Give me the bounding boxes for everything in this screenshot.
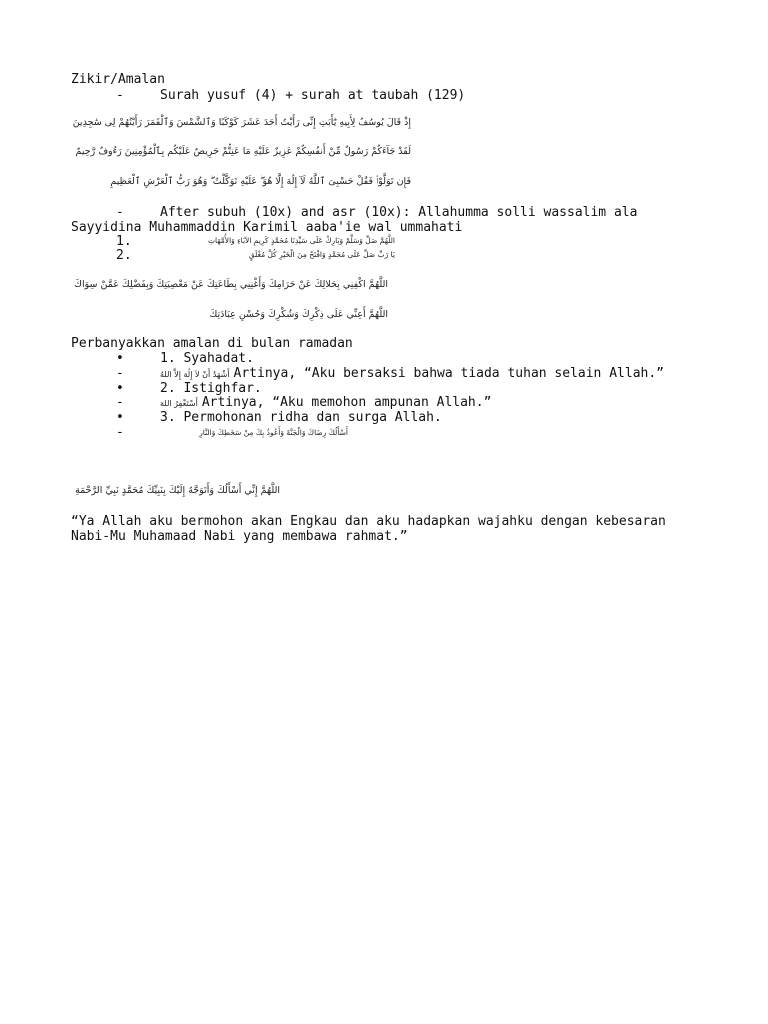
syahadat-item: 1. Syahadat. [160, 351, 254, 366]
dash-marker: - [116, 205, 124, 220]
istighfar-arabic: أَسْتَغْفِرُ اللهَ [160, 399, 198, 408]
numbered-marker: 2. [116, 248, 132, 263]
istighfar-row [160, 395, 491, 411]
syahadat-row [160, 366, 664, 382]
ridha-arabic: أَسْأَلُكَ رِضَاكَ وَالْجَنَّةَ وَأَعُوذُ بِكَ مِنْ سَخَطِكَ وَالنَّارِ [199, 428, 348, 437]
dash-marker: - [116, 366, 124, 381]
dua-kifayah: اللَّهُمَّ اكْفِنِي بِحَلالِكَ عَنْ حَرَامِكَ وَأَغْنِنِي بِطَاعَتِكَ عَنْ مَعْصِيَتِكَ وَبِفَضْلِكَ عَمَّنْ سِوَاكَ [74, 279, 388, 290]
selawat-arabic-1: اللَّهُمَّ صَلِّ وَسَلِّمْ وَبَارِكْ عَلَى سَيِّدِنَا مُحَمَّدٍ كَرِيمِ الآبَاءِ وَالأُمَّهَاتِ [207, 236, 395, 245]
bullet-marker: • [116, 381, 124, 396]
heading-zikir-amalan: Zikir/Amalan [71, 72, 165, 87]
verse-yusuf-4: إِذْ قَالَ يُوسُفُ لِأَبِيهِ يَٰٓأَبَتِ إِنِّى رَأَيْتُ أَحَدَ عَشَرَ كَوْكَبًا وَٱلشَّمْسَ وَٱلْقَمَرَ رَأَيْتُهُمْ لِى سَٰجِدِينَ [72, 117, 411, 128]
ramadan-heading: Perbanyakkan amalan di bulan ramadan [71, 336, 353, 351]
selawat-arabic-2: يَا رَبِّ صَلِّ عَلَى مُحَمَّدٍ وَافْتَحْ مِنَ الْخَيْرِ كُلَّ مُغْلَقٍ [248, 250, 395, 259]
closing-translation: “Ya Allah aku bermohon akan Engkau dan aku hadapkan wajahku dengan kebesaran Nabi-Mu Muhamaad Nabi yang membawa rahmat.” [71, 514, 666, 544]
istighfar-translation: Artinya, “Aku memohon ampunan Allah.” [201, 395, 492, 410]
bullet-marker: • [116, 410, 124, 425]
syahadat-translation: Artinya, “Aku bersaksi bahwa tiada tuhan selain Allah.” [233, 366, 664, 381]
syahadat-arabic: أَشْهَدُ أَنْ لاَ إِلَٰهَ إِلاَّ اللهُ [160, 370, 230, 379]
numbered-marker: 1. [116, 234, 132, 249]
dash-marker: - [116, 425, 124, 440]
dash-marker: - [116, 88, 124, 103]
bullet-marker: • [116, 351, 124, 366]
verse-taubah-129: فَإِن تَوَلَّوْا۟ فَقُلْ حَسْبِىَ ٱللَّهُ لَآ إِلَٰهَ إِلَّا هُوَ ۖ عَلَيْهِ تَوَكَّلْتُ ۖ وَهُوَ رَبُّ ٱلْعَرْشِ ٱلْعَظِيمِ [110, 176, 411, 187]
selawat-instruction: After subuh (10x) and asr (10x): Allahumma solli wassalim ala Sayyidina Muhammaddin Karimil aaba'ie wal ummahati [71, 205, 638, 235]
closing-dua-arabic: اللَّهُمَّ إِنِّي أَسْأَلُكَ وَأَتَوَجَّهُ إِلَيْكَ بِنَبِيِّكَ مُحَمَّدٍ نَبِيِّ الرَّحْمَةِ [75, 485, 280, 496]
dash-marker: - [116, 395, 124, 410]
ridha-item: 3. Permohonan ridha dan surga Allah. [160, 410, 442, 425]
dua-zikr-shukr: اللَّهُمَّ أَعِنِّي عَلَى ذِكْرِكَ وَشُكْرِكَ وَحُسْنِ عِبَادَتِكَ [209, 309, 388, 320]
surah-reference: Surah yusuf (4) + surah at taubah (129) [160, 88, 466, 103]
verse-taubah-128: لَقَدْ جَآءَكُمْ رَسُولٌ مِّنْ أَنفُسِكُمْ عَزِيزٌ عَلَيْهِ مَا عَنِتُّمْ حَرِيصٌ عَلَيْكُم بِٱلْمُؤْمِنِينَ رَءُوفٌ رَّحِيمٌ [75, 146, 411, 157]
istighfar-item: 2. Istighfar. [160, 381, 262, 396]
